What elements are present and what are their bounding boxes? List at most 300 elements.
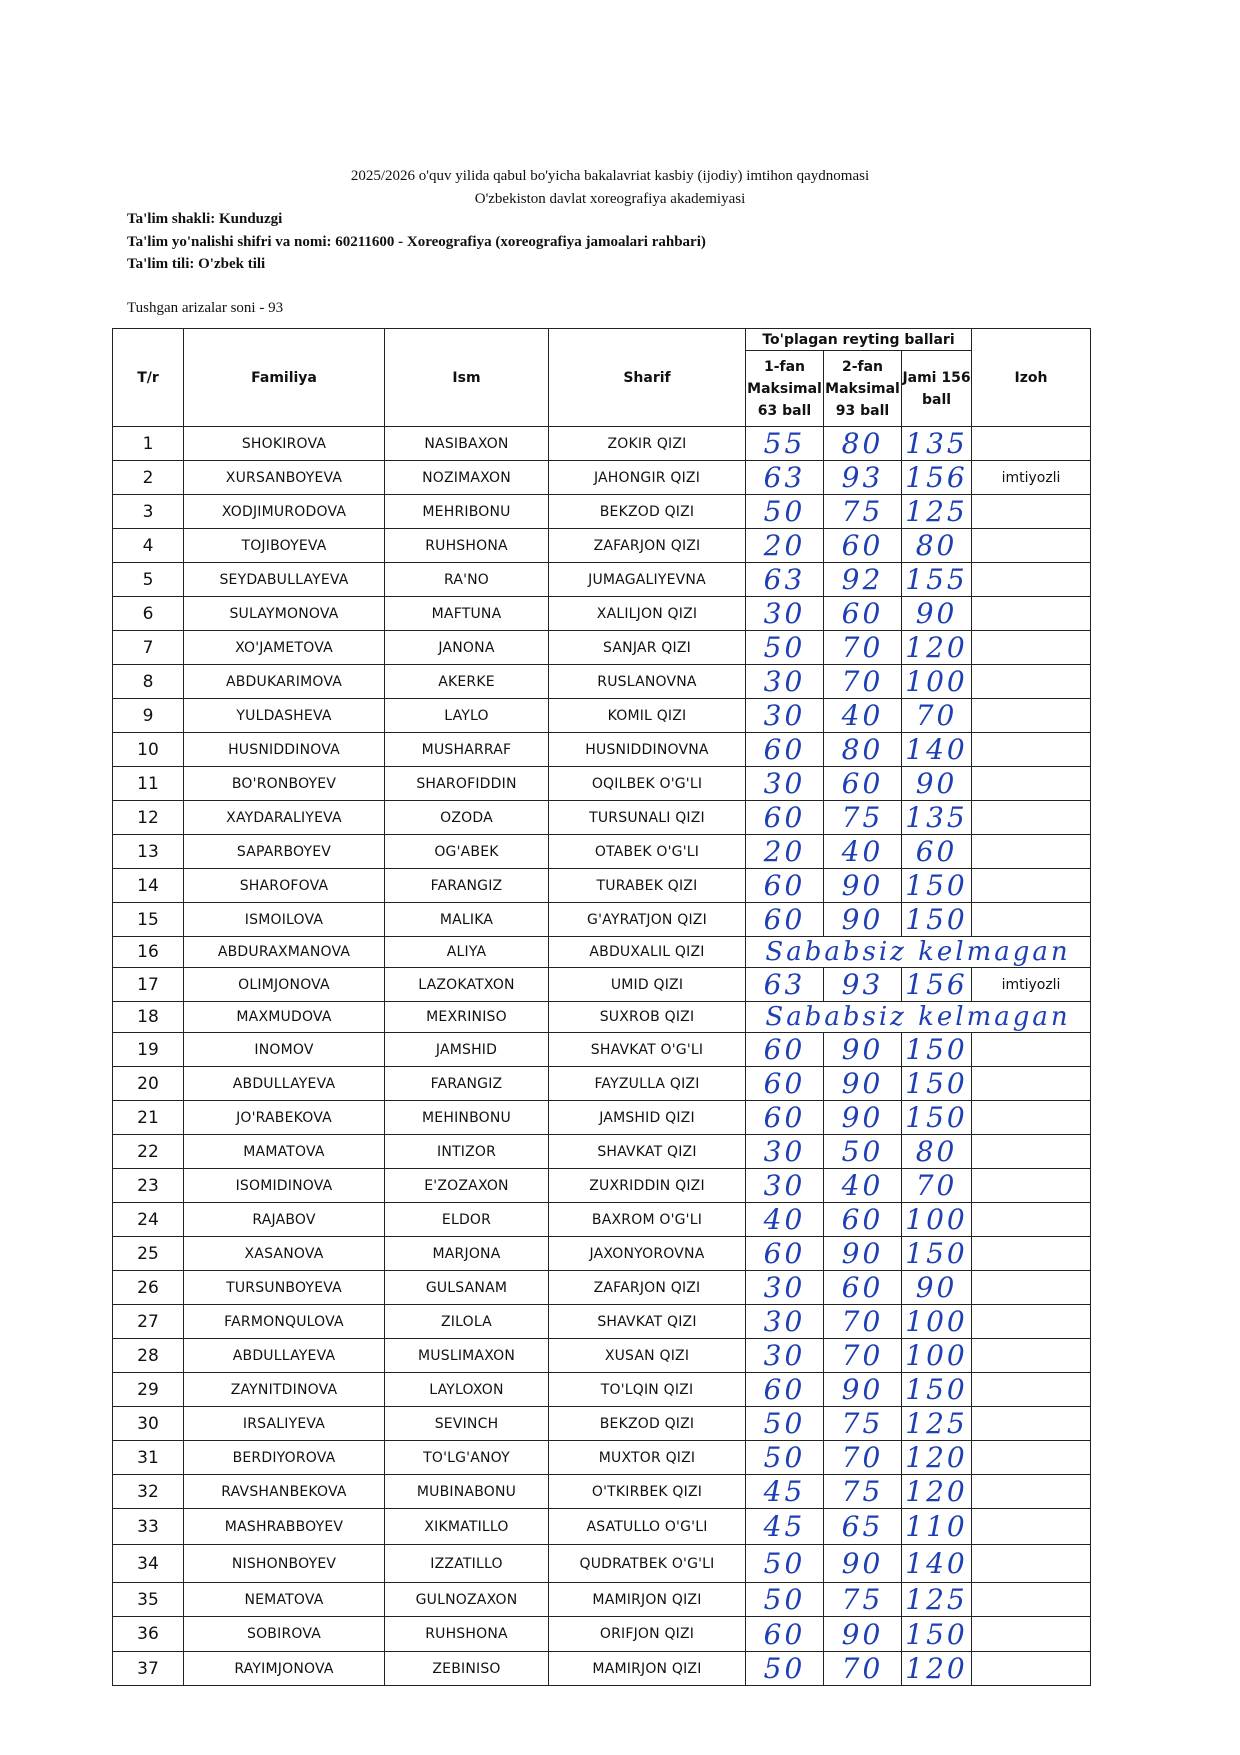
patronymic-cell: JUMAGALIYEVNA <box>549 563 746 597</box>
patronymic-cell: JAXONYOROVNA <box>549 1237 746 1271</box>
table-row <box>113 869 1091 903</box>
row-number: 24 <box>113 1203 184 1237</box>
fan1-score: 20 <box>746 529 824 563</box>
fan2-score: 90 <box>824 869 902 903</box>
patronymic-cell: O'TKIRBEK QIZI <box>549 1475 746 1509</box>
surname-cell: MASHRABBOYEV <box>184 1509 385 1545</box>
name-cell: OG'ABEK <box>385 835 549 869</box>
exam-results-table <box>112 328 1091 1686</box>
row-number: 1 <box>113 427 184 461</box>
patronymic-cell: HUSNIDDINOVNA <box>549 733 746 767</box>
table-row <box>113 1135 1091 1169</box>
row-number: 34 <box>113 1545 184 1583</box>
row-number: 18 <box>113 1002 184 1033</box>
table-row <box>113 1033 1091 1067</box>
table-row <box>113 1373 1091 1407</box>
patronymic-cell: MUXTOR QIZI <box>549 1441 746 1475</box>
total-score: 90 <box>902 597 972 631</box>
total-score: 150 <box>902 1237 972 1271</box>
row-number: 16 <box>113 937 184 968</box>
name-cell: LAYLOXON <box>385 1373 549 1407</box>
fan2-score: 50 <box>824 1135 902 1169</box>
fan1-score: 50 <box>746 1583 824 1617</box>
surname-cell: RAYIMJONOVA <box>184 1652 385 1686</box>
total-score: 140 <box>902 1545 972 1583</box>
surname-cell: JO'RABEKOVA <box>184 1101 385 1135</box>
row-number: 21 <box>113 1101 184 1135</box>
fan1-score: 30 <box>746 767 824 801</box>
fan1-score: 40 <box>746 1203 824 1237</box>
fan2-score: 75 <box>824 1583 902 1617</box>
name-cell: E'ZOZAXON <box>385 1169 549 1203</box>
fan1-score: 45 <box>746 1509 824 1545</box>
fan2-score: 40 <box>824 699 902 733</box>
total-score: 156 <box>902 968 972 1002</box>
patronymic-cell: QUDRATBEK O'G'LI <box>549 1545 746 1583</box>
name-cell: SEVINCH <box>385 1407 549 1441</box>
patronymic-cell: ZUXRIDDIN QIZI <box>549 1169 746 1203</box>
note-cell <box>972 597 1091 631</box>
header-name: Ism <box>385 329 549 427</box>
surname-cell: HUSNIDDINOVA <box>184 733 385 767</box>
surname-cell: BERDIYOROVA <box>184 1441 385 1475</box>
fan2-score: 70 <box>824 665 902 699</box>
patronymic-cell: BEKZOD QIZI <box>549 1407 746 1441</box>
total-score: 140 <box>902 733 972 767</box>
fan2-score: 92 <box>824 563 902 597</box>
total-score: 100 <box>902 1203 972 1237</box>
name-cell: RA'NO <box>385 563 549 597</box>
fan1-score: 30 <box>746 1169 824 1203</box>
surname-cell: IRSALIYEVA <box>184 1407 385 1441</box>
surname-cell: ABDURAXMANOVA <box>184 937 385 968</box>
fan1-score: 60 <box>746 733 824 767</box>
name-cell: RUHSHONA <box>385 529 549 563</box>
fan1-score: 60 <box>746 1067 824 1101</box>
total-score: 125 <box>902 495 972 529</box>
name-cell: ZILOLA <box>385 1305 549 1339</box>
total-score: 150 <box>902 869 972 903</box>
table-row <box>113 495 1091 529</box>
fan2-score: 90 <box>824 903 902 937</box>
name-cell: INTIZOR <box>385 1135 549 1169</box>
total-score: 110 <box>902 1509 972 1545</box>
fan2-score: 40 <box>824 1169 902 1203</box>
total-score: 90 <box>902 1271 972 1305</box>
note-cell <box>972 427 1091 461</box>
note-cell <box>972 665 1091 699</box>
fan1-score: 50 <box>746 1407 824 1441</box>
note-cell <box>972 869 1091 903</box>
fan2-score: 90 <box>824 1617 902 1652</box>
table-row <box>113 1583 1091 1617</box>
name-cell: MEHRIBONU <box>385 495 549 529</box>
patronymic-cell: XUSAN QIZI <box>549 1339 746 1373</box>
table-row <box>113 1652 1091 1686</box>
note-cell <box>972 1373 1091 1407</box>
table-row <box>113 563 1091 597</box>
table-row <box>113 597 1091 631</box>
fan1-score: 60 <box>746 1617 824 1652</box>
table-row <box>113 1407 1091 1441</box>
surname-cell: ISMOILOVA <box>184 903 385 937</box>
patronymic-cell: G'AYRATJON QIZI <box>549 903 746 937</box>
table-row <box>113 801 1091 835</box>
total-score: 120 <box>902 1475 972 1509</box>
patronymic-cell: OTABEK O'G'LI <box>549 835 746 869</box>
table-row <box>113 1237 1091 1271</box>
fan1-score: 50 <box>746 631 824 665</box>
row-number: 29 <box>113 1373 184 1407</box>
applications-count: Tushgan arizalar soni - 93 <box>127 300 284 316</box>
fan1-score: 63 <box>746 563 824 597</box>
header-fan2: 2-fan Maksimal 93 ball <box>824 351 902 427</box>
fan1-score: 60 <box>746 801 824 835</box>
surname-cell: XURSANBOYEVA <box>184 461 385 495</box>
note-cell <box>972 1271 1091 1305</box>
surname-cell: SEYDABULLAYEVA <box>184 563 385 597</box>
row-number: 15 <box>113 903 184 937</box>
note-cell <box>972 1441 1091 1475</box>
name-cell: LAYLO <box>385 699 549 733</box>
fan1-score: 30 <box>746 597 824 631</box>
total-score: 100 <box>902 1339 972 1373</box>
fan1-score: 50 <box>746 1652 824 1686</box>
fan2-score: 75 <box>824 1407 902 1441</box>
row-number: 3 <box>113 495 184 529</box>
absent-note: Sababsiz kelmagan <box>746 937 1091 968</box>
surname-cell: SULAYMONOVA <box>184 597 385 631</box>
fan2-score: 65 <box>824 1509 902 1545</box>
table-row <box>113 1067 1091 1101</box>
header-fan1: 1-fan Maksimal 63 ball <box>746 351 824 427</box>
fan1-score: 20 <box>746 835 824 869</box>
patronymic-cell: MAMIRJON QIZI <box>549 1652 746 1686</box>
fan1-score: 30 <box>746 699 824 733</box>
name-cell: MEHINBONU <box>385 1101 549 1135</box>
note-cell <box>972 1339 1091 1373</box>
total-score: 70 <box>902 1169 972 1203</box>
row-number: 6 <box>113 597 184 631</box>
patronymic-cell: SHAVKAT QIZI <box>549 1305 746 1339</box>
row-number: 30 <box>113 1407 184 1441</box>
patronymic-cell: TURABEK QIZI <box>549 869 746 903</box>
fan1-score: 30 <box>746 1271 824 1305</box>
header-total: Jami 156 ball <box>902 351 972 427</box>
row-number: 14 <box>113 869 184 903</box>
fan1-score: 60 <box>746 1033 824 1067</box>
fan2-score: 75 <box>824 495 902 529</box>
fan2-score: 60 <box>824 529 902 563</box>
table-row <box>113 1271 1091 1305</box>
table-row <box>113 529 1091 563</box>
fan2-score: 80 <box>824 733 902 767</box>
surname-cell: XODJIMURODOVA <box>184 495 385 529</box>
patronymic-cell: UMID QIZI <box>549 968 746 1002</box>
row-number: 2 <box>113 461 184 495</box>
row-number: 20 <box>113 1067 184 1101</box>
table-row <box>113 699 1091 733</box>
patronymic-cell: ABDUXALIL QIZI <box>549 937 746 968</box>
patronymic-cell: ZAFARJON QIZI <box>549 1271 746 1305</box>
total-score: 120 <box>902 631 972 665</box>
total-score: 60 <box>902 835 972 869</box>
note-cell: imtiyozli <box>972 461 1091 495</box>
surname-cell: NEMATOVA <box>184 1583 385 1617</box>
note-cell <box>972 1407 1091 1441</box>
note-cell <box>972 631 1091 665</box>
row-number: 19 <box>113 1033 184 1067</box>
row-number: 8 <box>113 665 184 699</box>
name-cell: FARANGIZ <box>385 869 549 903</box>
name-cell: ELDOR <box>385 1203 549 1237</box>
total-score: 155 <box>902 563 972 597</box>
surname-cell: MAXMUDOVA <box>184 1002 385 1033</box>
row-number: 36 <box>113 1617 184 1652</box>
total-score: 150 <box>902 1617 972 1652</box>
surname-cell: TURSUNBOYEVA <box>184 1271 385 1305</box>
patronymic-cell: XALILJON QIZI <box>549 597 746 631</box>
name-cell: MAFTUNA <box>385 597 549 631</box>
name-cell: LAZOKATXON <box>385 968 549 1002</box>
surname-cell: RAJABOV <box>184 1203 385 1237</box>
absent-note: Sababsiz kelmagan <box>746 1002 1091 1033</box>
total-score: 150 <box>902 1101 972 1135</box>
fan1-score: 60 <box>746 1101 824 1135</box>
name-cell: OZODA <box>385 801 549 835</box>
header-surname: Familiya <box>184 329 385 427</box>
note-cell <box>972 903 1091 937</box>
fan2-score: 40 <box>824 835 902 869</box>
total-score: 80 <box>902 529 972 563</box>
note-cell <box>972 801 1091 835</box>
row-number: 13 <box>113 835 184 869</box>
surname-cell: SHAROFOVA <box>184 869 385 903</box>
total-score: 150 <box>902 1067 972 1101</box>
surname-cell: ISOMIDINOVA <box>184 1169 385 1203</box>
name-cell: MALIKA <box>385 903 549 937</box>
name-cell: IZZATILLO <box>385 1545 549 1583</box>
header-scores-group: To'plagan reyting ballari <box>746 329 972 351</box>
total-score: 150 <box>902 1373 972 1407</box>
note-cell <box>972 699 1091 733</box>
surname-cell: ABDUKARIMOVA <box>184 665 385 699</box>
table-row <box>113 767 1091 801</box>
patronymic-cell: TURSUNALI QIZI <box>549 801 746 835</box>
patronymic-cell: SHAVKAT QIZI <box>549 1135 746 1169</box>
patronymic-cell: JAHONGIR QIZI <box>549 461 746 495</box>
note-cell <box>972 1652 1091 1686</box>
surname-cell: NISHONBOYEV <box>184 1545 385 1583</box>
note-cell <box>972 1617 1091 1652</box>
note-cell <box>972 1169 1091 1203</box>
note-cell <box>972 1545 1091 1583</box>
study-form: Ta'lim shakli: Kunduzgi <box>127 211 283 227</box>
patronymic-cell: BEKZOD QIZI <box>549 495 746 529</box>
table-row <box>113 968 1091 1002</box>
fan2-score: 90 <box>824 1545 902 1583</box>
note-cell <box>972 1101 1091 1135</box>
table-row <box>113 1509 1091 1545</box>
institution-name: O'zbekiston davlat xoreografiya akademiyasi <box>474 191 746 207</box>
fan1-score: 30 <box>746 1339 824 1373</box>
fan2-score: 93 <box>824 968 902 1002</box>
table-row <box>113 733 1091 767</box>
total-score: 100 <box>902 665 972 699</box>
row-number: 32 <box>113 1475 184 1509</box>
header-note: Izoh <box>972 329 1091 427</box>
row-number: 11 <box>113 767 184 801</box>
patronymic-cell: RUSLANOVNA <box>549 665 746 699</box>
table-row <box>113 903 1091 937</box>
surname-cell: SAPARBOYEV <box>184 835 385 869</box>
patronymic-cell: FAYZULLA QIZI <box>549 1067 746 1101</box>
surname-cell: BO'RONBOYEV <box>184 767 385 801</box>
name-cell: TO'LG'ANOY <box>385 1441 549 1475</box>
name-cell: FARANGIZ <box>385 1067 549 1101</box>
fan2-score: 70 <box>824 631 902 665</box>
surname-cell: ABDULLAYEVA <box>184 1067 385 1101</box>
table-row <box>113 1203 1091 1237</box>
note-cell <box>972 1583 1091 1617</box>
fan1-score: 60 <box>746 903 824 937</box>
total-score: 135 <box>902 801 972 835</box>
patronymic-cell: TO'LQIN QIZI <box>549 1373 746 1407</box>
row-number: 12 <box>113 801 184 835</box>
note-cell <box>972 835 1091 869</box>
note-cell <box>972 495 1091 529</box>
name-cell: MUBINABONU <box>385 1475 549 1509</box>
table-row <box>113 1475 1091 1509</box>
patronymic-cell: ZAFARJON QIZI <box>549 529 746 563</box>
fan2-score: 75 <box>824 801 902 835</box>
table-row <box>113 1441 1091 1475</box>
note-cell <box>972 733 1091 767</box>
patronymic-cell: SANJAR QIZI <box>549 631 746 665</box>
name-cell: GULNOZAXON <box>385 1583 549 1617</box>
row-number: 31 <box>113 1441 184 1475</box>
fan1-score: 50 <box>746 495 824 529</box>
table-row <box>113 461 1091 495</box>
surname-cell: RAVSHANBEKOVA <box>184 1475 385 1509</box>
total-score: 135 <box>902 427 972 461</box>
note-cell: imtiyozli <box>972 968 1091 1002</box>
fan2-score: 90 <box>824 1373 902 1407</box>
patronymic-cell: SUXROB QIZI <box>549 1002 746 1033</box>
total-score: 100 <box>902 1305 972 1339</box>
name-cell: NASIBAXON <box>385 427 549 461</box>
row-number: 37 <box>113 1652 184 1686</box>
fan1-score: 55 <box>746 427 824 461</box>
name-cell: MARJONA <box>385 1237 549 1271</box>
total-score: 125 <box>902 1407 972 1441</box>
row-number: 27 <box>113 1305 184 1339</box>
note-cell <box>972 767 1091 801</box>
fan2-score: 80 <box>824 427 902 461</box>
name-cell: GULSANAM <box>385 1271 549 1305</box>
note-cell <box>972 1067 1091 1101</box>
patronymic-cell: SHAVKAT O'G'LI <box>549 1033 746 1067</box>
note-cell <box>972 529 1091 563</box>
row-number: 35 <box>113 1583 184 1617</box>
note-cell <box>972 1237 1091 1271</box>
surname-cell: OLIMJONOVA <box>184 968 385 1002</box>
fan1-score: 30 <box>746 1135 824 1169</box>
patronymic-cell: MAMIRJON QIZI <box>549 1583 746 1617</box>
note-cell <box>972 563 1091 597</box>
row-number: 10 <box>113 733 184 767</box>
table-row <box>113 937 1091 968</box>
row-number: 9 <box>113 699 184 733</box>
table-row <box>113 631 1091 665</box>
total-score: 70 <box>902 699 972 733</box>
fan1-score: 63 <box>746 968 824 1002</box>
surname-cell: SHOKIROVA <box>184 427 385 461</box>
name-cell: MUSHARRAF <box>385 733 549 767</box>
note-cell <box>972 1203 1091 1237</box>
name-cell: ZEBINISO <box>385 1652 549 1686</box>
fan2-score: 70 <box>824 1441 902 1475</box>
name-cell: RUHSHONA <box>385 1617 549 1652</box>
total-score: 120 <box>902 1652 972 1686</box>
row-number: 25 <box>113 1237 184 1271</box>
table-row <box>113 1101 1091 1135</box>
total-score: 150 <box>902 1033 972 1067</box>
surname-cell: XO'JAMETOVA <box>184 631 385 665</box>
note-cell <box>972 1475 1091 1509</box>
fan2-score: 90 <box>824 1033 902 1067</box>
surname-cell: INOMOV <box>184 1033 385 1067</box>
note-cell <box>972 1305 1091 1339</box>
surname-cell: MAMATOVA <box>184 1135 385 1169</box>
name-cell: NOZIMAXON <box>385 461 549 495</box>
note-cell <box>972 1509 1091 1545</box>
row-number: 7 <box>113 631 184 665</box>
surname-cell: YULDASHEVA <box>184 699 385 733</box>
fan2-score: 70 <box>824 1305 902 1339</box>
table-row <box>113 1002 1091 1033</box>
row-number: 26 <box>113 1271 184 1305</box>
note-cell <box>972 1135 1091 1169</box>
total-score: 125 <box>902 1583 972 1617</box>
study-direction: Ta'lim yo'nalishi shifri va nomi: 60211600 - Xoreografiya (xoreografiya jamoalari rahbari) <box>127 234 706 250</box>
table-row <box>113 1545 1091 1583</box>
name-cell: JAMSHID <box>385 1033 549 1067</box>
surname-cell: XASANOVA <box>184 1237 385 1271</box>
surname-cell: ZAYNITDINOVA <box>184 1373 385 1407</box>
surname-cell: ABDULLAYEVA <box>184 1339 385 1373</box>
fan2-score: 90 <box>824 1101 902 1135</box>
patronymic-cell: ZOKIR QIZI <box>549 427 746 461</box>
row-number: 4 <box>113 529 184 563</box>
fan1-score: 50 <box>746 1441 824 1475</box>
total-score: 156 <box>902 461 972 495</box>
table-row <box>113 427 1091 461</box>
patronymic-cell: KOMIL QIZI <box>549 699 746 733</box>
name-cell: MEXRINISO <box>385 1002 549 1033</box>
table-row <box>113 1305 1091 1339</box>
fan1-score: 60 <box>746 1373 824 1407</box>
surname-cell: FARMONQULOVA <box>184 1305 385 1339</box>
header-num: T/r <box>113 329 184 427</box>
note-cell <box>972 1033 1091 1067</box>
fan2-score: 90 <box>824 1237 902 1271</box>
table-row <box>113 835 1091 869</box>
fan2-score: 60 <box>824 1203 902 1237</box>
fan2-score: 75 <box>824 1475 902 1509</box>
fan2-score: 93 <box>824 461 902 495</box>
header-patronymic: Sharif <box>549 329 746 427</box>
